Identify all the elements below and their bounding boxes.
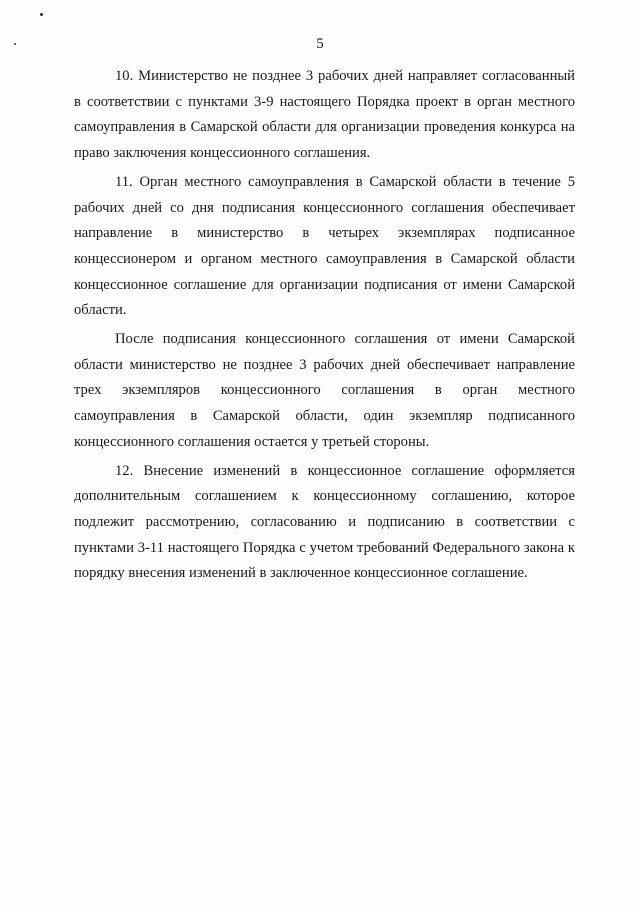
paragraph-11: 11. Орган местного самоуправления в Самарской области в течение 5 рабочих дней со дня подписания концессионного соглашения обеспечивает направление в министерство в четырех экземплярах подписанное концессионером и органом местного самоуправления в Самарской области концессионное соглашение для организации подписания от имени Самарской области. (74, 173, 575, 319)
scan-speck (40, 13, 43, 16)
page-number: 5 (316, 36, 324, 52)
paragraph-10: 10. Министерство не позднее 3 рабочих дней направляет согласованный в соответствии с пунктами 3-9 настоящего Порядка проект в орган местного самоуправления в Самарской области для организации проведения конкурса на право заключения концессионного соглашения. (74, 68, 575, 162)
paragraph-12: 12. Внесение изменений в концессионное соглашение оформляется дополнительным соглашением к концессионному соглашению, которое подлежит рассмотрению, согласованию и подписанию в соответствии с пунктами 3-11 настоящего Порядка с учетом требований Федерального закона к порядку внесения изменений в заключенное концессионное соглашение. (74, 462, 575, 582)
body-text (74, 64, 575, 587)
paragraph-after-signing: После подписания концессионного соглашения от имени Самарской области министерство не позднее 3 рабочих дней обеспечивает направление трех экземпляров концессионного соглашения в орган местного самоуправления в Самарской области, один экземпляр подписанного концессионного соглашения остается у третьей стороны. (74, 331, 575, 450)
